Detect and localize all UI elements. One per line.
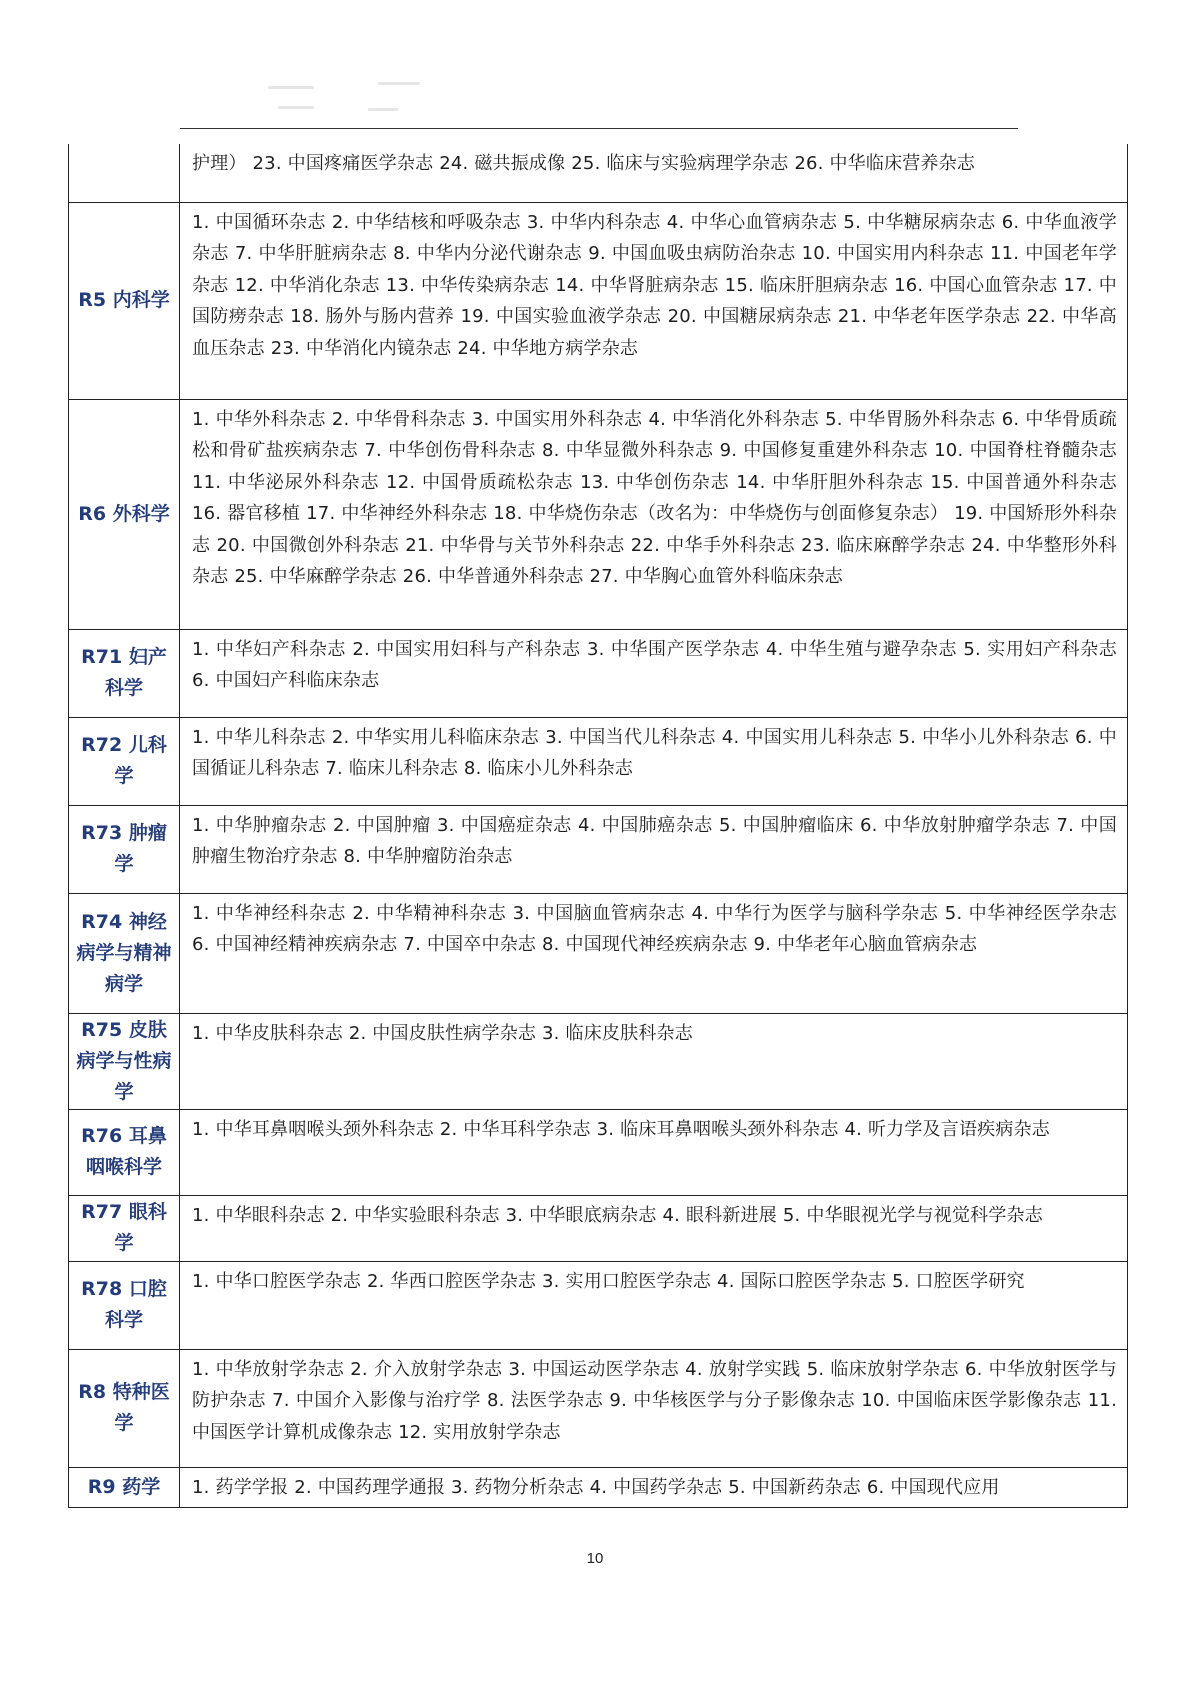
table-row [69,1013,1128,1109]
table-row [69,1195,1128,1261]
faded-header-logo [268,82,468,122]
table-row [69,893,1128,1013]
category-cell: R78 口腔科学 [69,1261,180,1349]
table-row [69,1109,1128,1195]
category-cell: R5 内科学 [69,202,180,399]
journal-list-cell: 1. 中华耳鼻咽喉头颈外科杂志 2. 中华耳科学杂志 3. 临床耳鼻咽喉头颈外科杂志 4. 听力学及言语疾病杂志 [180,1109,1128,1195]
table-row [69,1467,1128,1508]
journal-list-cell: 1. 药学学报 2. 中国药理学通报 3. 药物分析杂志 4. 中国药学杂志 5. 中国新药杂志 6. 中国现代应用 [180,1467,1128,1508]
category-cell: R76 耳鼻咽喉科学 [69,1109,180,1195]
journal-list-cell: 1. 中华皮肤科杂志 2. 中国皮肤性病学杂志 3. 临床皮肤科杂志 [180,1013,1128,1109]
category-cell [69,144,180,202]
category-cell: R75 皮肤病学与性病学 [69,1013,180,1109]
category-cell: R74 神经病学与精神病学 [69,893,180,1013]
table-row [69,202,1128,399]
category-cell: R6 外科学 [69,399,180,629]
table-row [69,1261,1128,1349]
table-row [69,717,1128,805]
table-row [69,144,1128,202]
journal-list-cell: 1. 中华口腔医学杂志 2. 华西口腔医学杂志 3. 实用口腔医学杂志 4. 国际口腔医学杂志 5. 口腔医学研究 [180,1261,1128,1349]
category-cell: R77 眼科学 [69,1195,180,1261]
journal-list-cell: 1. 中华妇产科杂志 2. 中国实用妇科与产科杂志 3. 中华围产医学杂志 4. 中华生殖与避孕杂志 5. 实用妇产科杂志 6. 中国妇产科临床杂志 [180,629,1128,717]
category-cell: R73 肿瘤学 [69,805,180,893]
category-cell: R71 妇产科学 [69,629,180,717]
journal-list-cell: 1. 中华神经科杂志 2. 中华精神科杂志 3. 中国脑血管病杂志 4. 中华行为医学与脑科学杂志 5. 中华神经医学杂志 6. 中国神经精神疾病杂志 7. 中国卒中杂志 8. 中国现代神经疾病杂志 9. 中华老年心脑血管病杂志 [180,893,1128,1013]
journal-table [68,144,1128,1508]
journal-list-cell: 1. 中华外科杂志 2. 中华骨科杂志 3. 中国实用外科杂志 4. 中华消化外科杂志 5. 中华胃肠外科杂志 6. 中华骨质疏松和骨矿盐疾病杂志 7. 中华创伤骨科杂志 8. 中华显微外科杂志 9. 中国修复重建外科杂志 10. 中国脊柱脊髓杂志 11. 中华泌尿外科杂志 12. 中国骨质疏松杂志 13. 中华创伤杂志 14. 中华肝胆外科杂志 15. 中国普通外科杂志 16. 器官移植 17. 中华神经外科杂志 18. 中华烧伤杂志（改名为：中华烧伤与创面修复杂志） 19. 中国矫形外科杂志 20. 中国微创外科杂志 21. 中华骨与关节外科杂志 22. 中华手外科杂志 23. 临床麻醉学杂志 24. 中华整形外科杂志 25. 中华麻醉学杂志 26. 中华普通外科杂志 27. 中华胸心血管外科临床杂志 [180,399,1128,629]
journal-list-cell: 1. 中华肿瘤杂志 2. 中国肿瘤 3. 中国癌症杂志 4. 中国肺癌杂志 5. 中国肿瘤临床 6. 中华放射肿瘤学杂志 7. 中国肿瘤生物治疗杂志 8. 中华肿瘤防治杂志 [180,805,1128,893]
category-cell: R9 药学 [69,1467,180,1508]
category-cell: R72 儿科学 [69,717,180,805]
journal-list-cell: 1. 中国循环杂志 2. 中华结核和呼吸杂志 3. 中华内科杂志 4. 中华心血管病杂志 5. 中华糖尿病杂志 6. 中华血液学杂志 7. 中华肝脏病杂志 8. 中华内分泌代谢杂志 9. 中国血吸虫病防治杂志 10. 中国实用内科杂志 11. 中国老年学杂志 12. 中华消化杂志 13. 中华传染病杂志 14. 中华肾脏病杂志 15. 临床肝胆病杂志 16. 中国心血管杂志 17. 中国防痨杂志 18. 肠外与肠内营养 19. 中国实验血液学杂志 20. 中国糖尿病杂志 21. 中华老年医学杂志 22. 中华高血压杂志 23. 中华消化内镜杂志 24. 中华地方病学杂志 [180,202,1128,399]
journal-list-cell: 1. 中华放射学杂志 2. 介入放射学杂志 3. 中国运动医学杂志 4. 放射学实践 5. 临床放射学杂志 6. 中华放射医学与防护杂志 7. 中国介入影像与治疗学 8. 法医学杂志 9. 中华核医学与分子影像杂志 10. 中国临床医学影像杂志 11. 中国医学计算机成像杂志 12. 实用放射学杂志 [180,1349,1128,1467]
table-row [69,629,1128,717]
page-number: 10 [586,1550,604,1567]
table-row [69,399,1128,629]
journal-list-cell: 护理） 23. 中国疼痛医学杂志 24. 磁共振成像 25. 临床与实验病理学杂志 26. 中华临床营养杂志 [180,144,1128,202]
header-rule [180,128,1018,129]
category-cell: R8 特种医学 [69,1349,180,1467]
journal-list-cell: 1. 中华儿科杂志 2. 中华实用儿科临床杂志 3. 中国当代儿科杂志 4. 中国实用儿科杂志 5. 中华小儿外科杂志 6. 中国循证儿科杂志 7. 临床儿科杂志 8. 临床小儿外科杂志 [180,717,1128,805]
journal-list-cell: 1. 中华眼科杂志 2. 中华实验眼科杂志 3. 中华眼底病杂志 4. 眼科新进展 5. 中华眼视光学与视觉科学杂志 [180,1195,1128,1261]
table-row [69,805,1128,893]
table-row [69,1349,1128,1467]
